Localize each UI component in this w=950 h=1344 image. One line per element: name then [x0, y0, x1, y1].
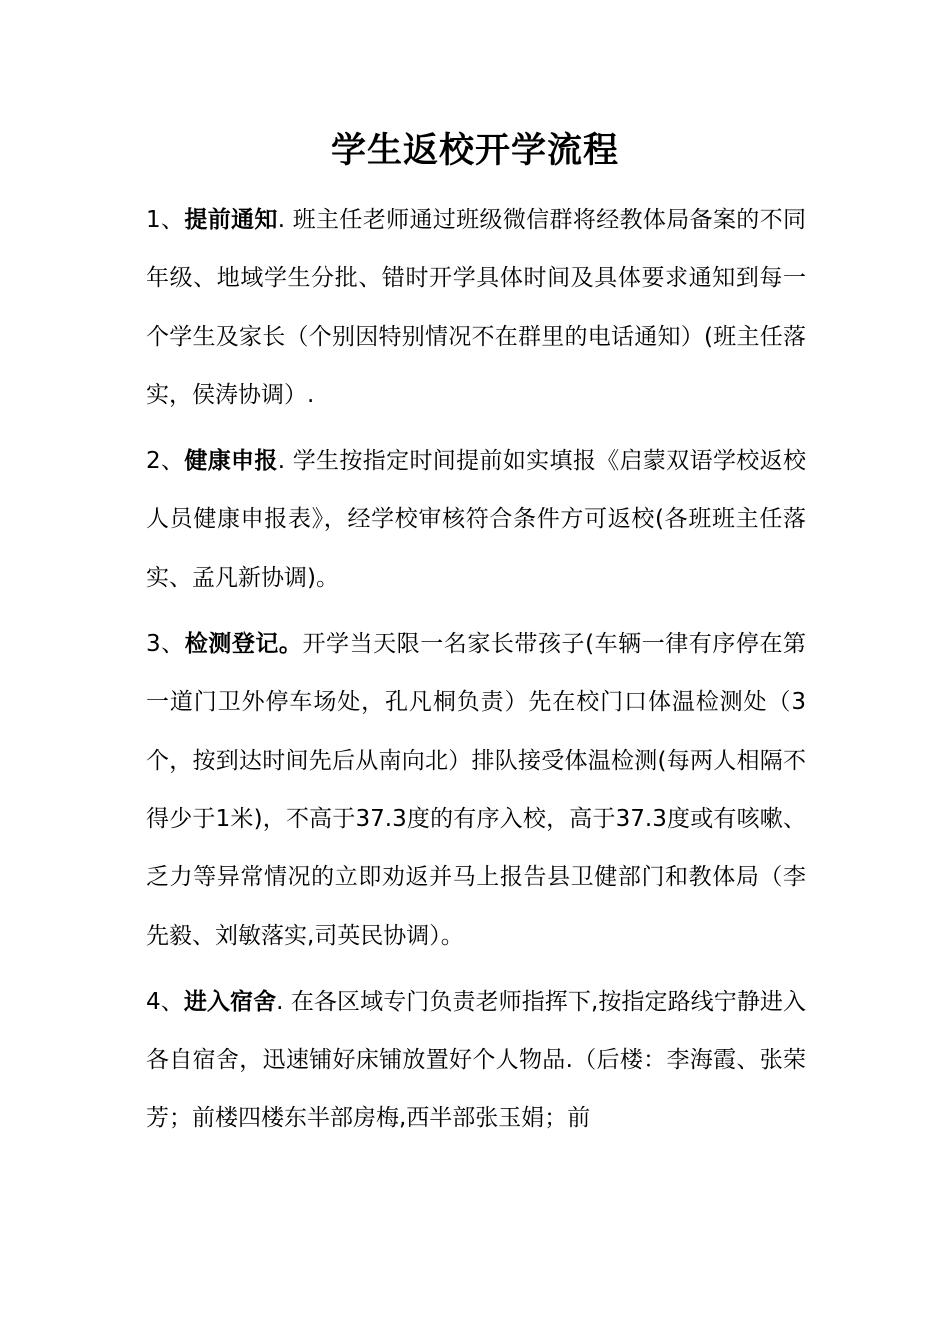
paragraph-number: 3、 — [146, 631, 185, 658]
paragraph-1 — [146, 191, 806, 424]
paragraph-3 — [146, 615, 806, 965]
paragraph-4 — [146, 973, 806, 1148]
document-title: 学生返校开学流程 — [330, 131, 619, 171]
paragraph-number: 2、 — [146, 448, 185, 475]
paragraph-text: 开学当天限一名家长带孩子(车辆一律有序停在第一道门卫外停车场处，孔凡桐负责）先在校门口体温检测处（3个，按到达时间先后从南向北）排队接受体温检测(每两人相隔不得少于1米)，不高于37.3度的有序入校，高于37.3度或有咳嗽、乏力等异常情况的立即劝返并马上报告县卫健部门和教体局（李先毅、刘敏落实,司英民协调）。 — [146, 631, 806, 949]
paragraph-heading: 提前通知 — [184, 207, 278, 233]
document-body — [146, 191, 806, 1156]
paragraph-number: 4、 — [146, 988, 184, 1015]
paragraph-2 — [146, 432, 806, 607]
paragraph-text: . 在各区域专门负责老师指挥下,按指定路线宁静进入各自宿舍，迅速铺好床铺放置好个人物品.（后楼：李海霞、张荣芳；前楼四楼东半部房梅,西半部张玉娟；前 — [146, 988, 807, 1132]
paragraph-heading: 检测登记。 — [184, 631, 303, 658]
paragraph-heading: 健康申报 — [184, 448, 278, 475]
paragraph-number: 1、 — [146, 207, 185, 233]
paragraph-heading: 进入宿舍 — [183, 988, 277, 1015]
paragraph-text: . 学生按指定时间提前如实填报《启蒙双语学校返校人员健康申报表》，经学校审核符合条件方可返校(各班班主任落实、孟凡新协调)。 — [146, 448, 807, 591]
paragraph-text: . 班主任老师通过班级微信群将经教体局备案的不同年级、地域学生分批、错时开学具体时间及具体要求通知到每一个学生及家长（个别因特别情况不在群里的电话通知）(班主任落实，侯涛协调）. — [146, 207, 807, 408]
